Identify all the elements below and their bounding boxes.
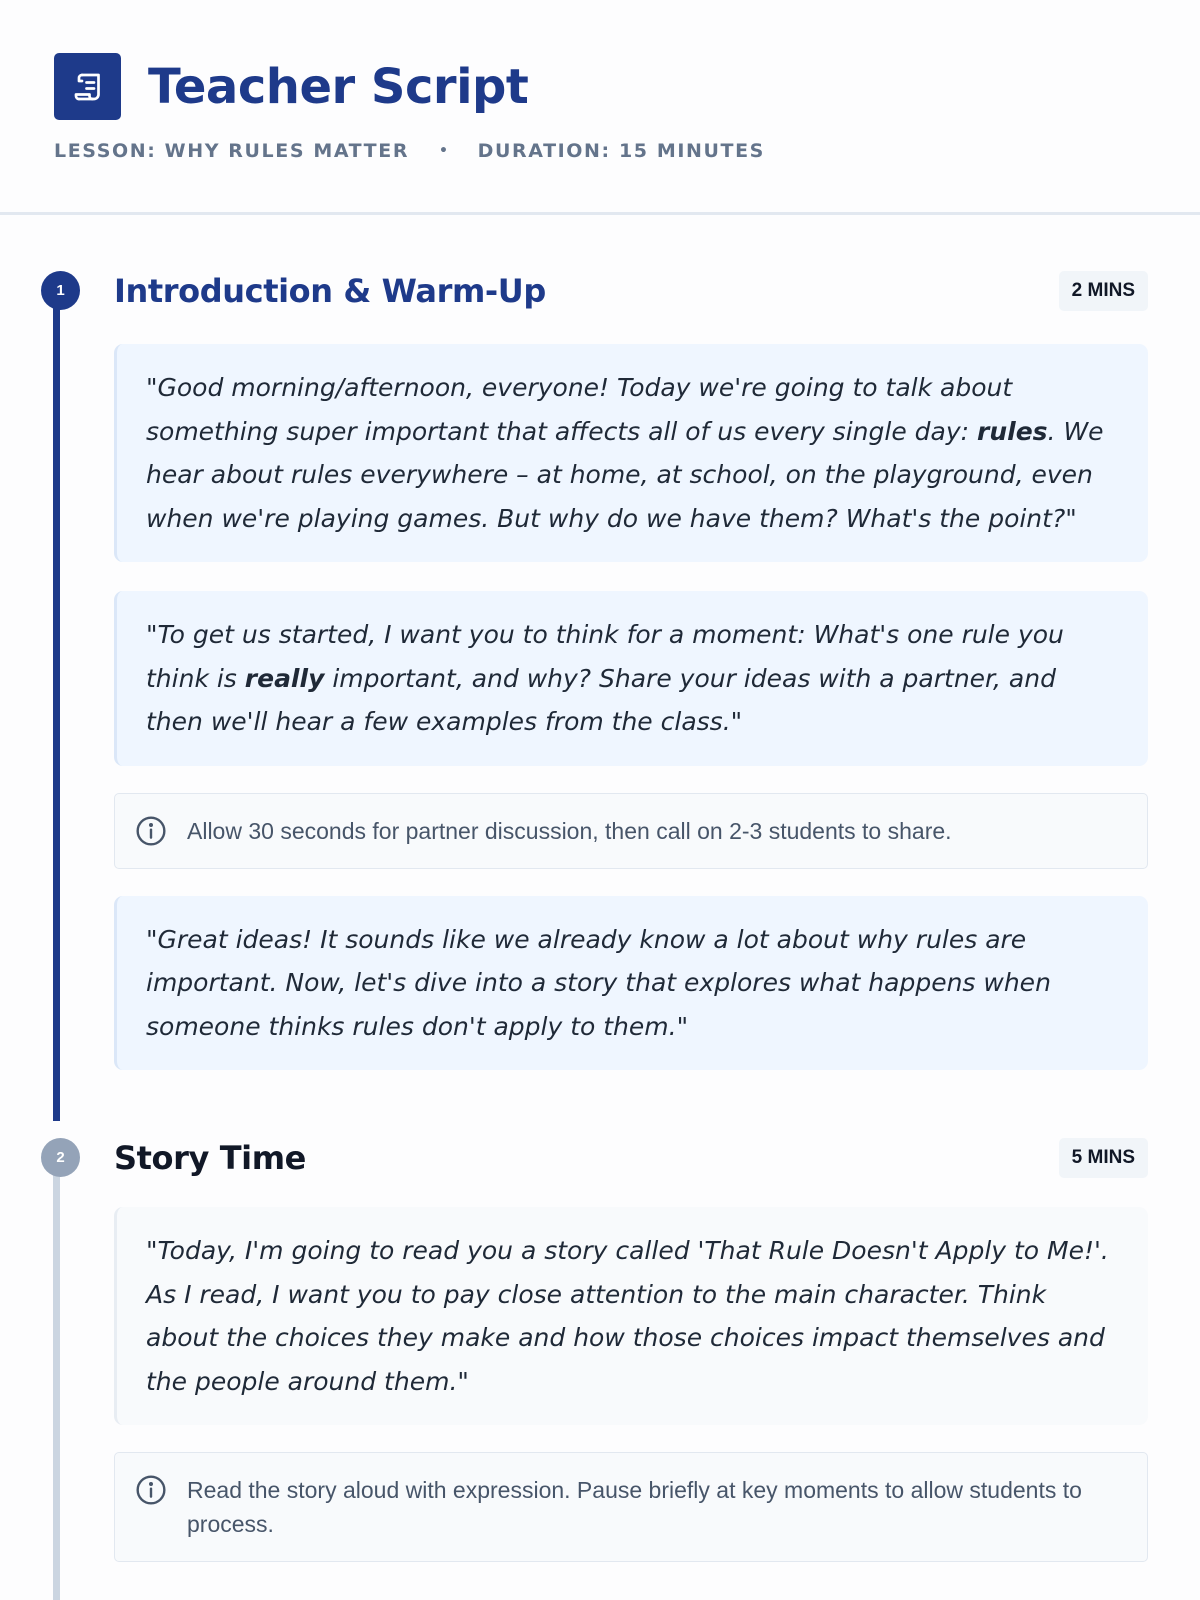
section-title: Story Time <box>114 1139 306 1177</box>
note-text: Read the story aloud with expression. Pause briefly at key moments to allow students to process. <box>187 1477 1082 1537</box>
section-story-time <box>0 1138 1200 1562</box>
section-title: Introduction & Warm-Up <box>114 272 546 310</box>
section-introduction <box>0 271 1200 1070</box>
script-text: "Great ideas! It sounds like we already know a lot about why rules are important. Now, let's dive into a story that explores what happens when someone thinks rules don't apply to them." <box>146 924 1051 1041</box>
script-block <box>114 591 1148 766</box>
timeline-rail-upcoming <box>53 1156 60 1600</box>
scroll-icon <box>54 53 121 120</box>
duration-label: DURATION: 15 MINUTES <box>477 140 765 162</box>
step-number-badge: 1 <box>41 271 80 310</box>
script-text: "To get us started, I want you to think for a moment: What's one rule you think is <box>146 620 1064 693</box>
script-header <box>0 0 1200 215</box>
note-text: Allow 30 seconds for partner discussion, then call on 2-3 students to share. <box>187 817 952 844</box>
step-number-badge: 2 <box>41 1138 80 1177</box>
script-text: "Good morning/afternoon, everyone! Today we're going to talk about something super important that affects all of us every single day: <box>146 373 1013 446</box>
meta-separator: • <box>439 143 450 159</box>
script-block <box>114 896 1148 1071</box>
script-text: important, and why? Share your ideas with a partner, and then we'll hear a few examples from the class." <box>146 663 1056 736</box>
duration-badge: 5 MINS <box>1059 1138 1148 1178</box>
teacher-note <box>114 1452 1148 1562</box>
duration-badge: 2 MINS <box>1059 271 1148 311</box>
script-text: . We hear about rules everywhere – at home, at school, on the playground, even when we're playing games. But why do we have them? What's the point?" <box>146 416 1104 533</box>
emphasis-text: rules <box>977 416 1048 446</box>
teacher-note <box>114 793 1148 869</box>
script-block <box>114 344 1148 562</box>
timeline-rail-active <box>53 289 60 1121</box>
emphasis-text: really <box>244 663 325 693</box>
lesson-label: LESSON: WHY RULES MATTER <box>54 140 410 162</box>
info-icon <box>135 1474 167 1506</box>
script-block <box>114 1207 1148 1425</box>
page-title: Teacher Script <box>148 58 529 115</box>
info-icon <box>135 815 167 847</box>
script-text: "Today, I'm going to read you a story called 'That Rule Doesn't Apply to Me!'. As I read, I want you to pay close attention to the main character. Think about the choices they make and how those choices impact themselves and the people around them." <box>146 1236 1109 1396</box>
